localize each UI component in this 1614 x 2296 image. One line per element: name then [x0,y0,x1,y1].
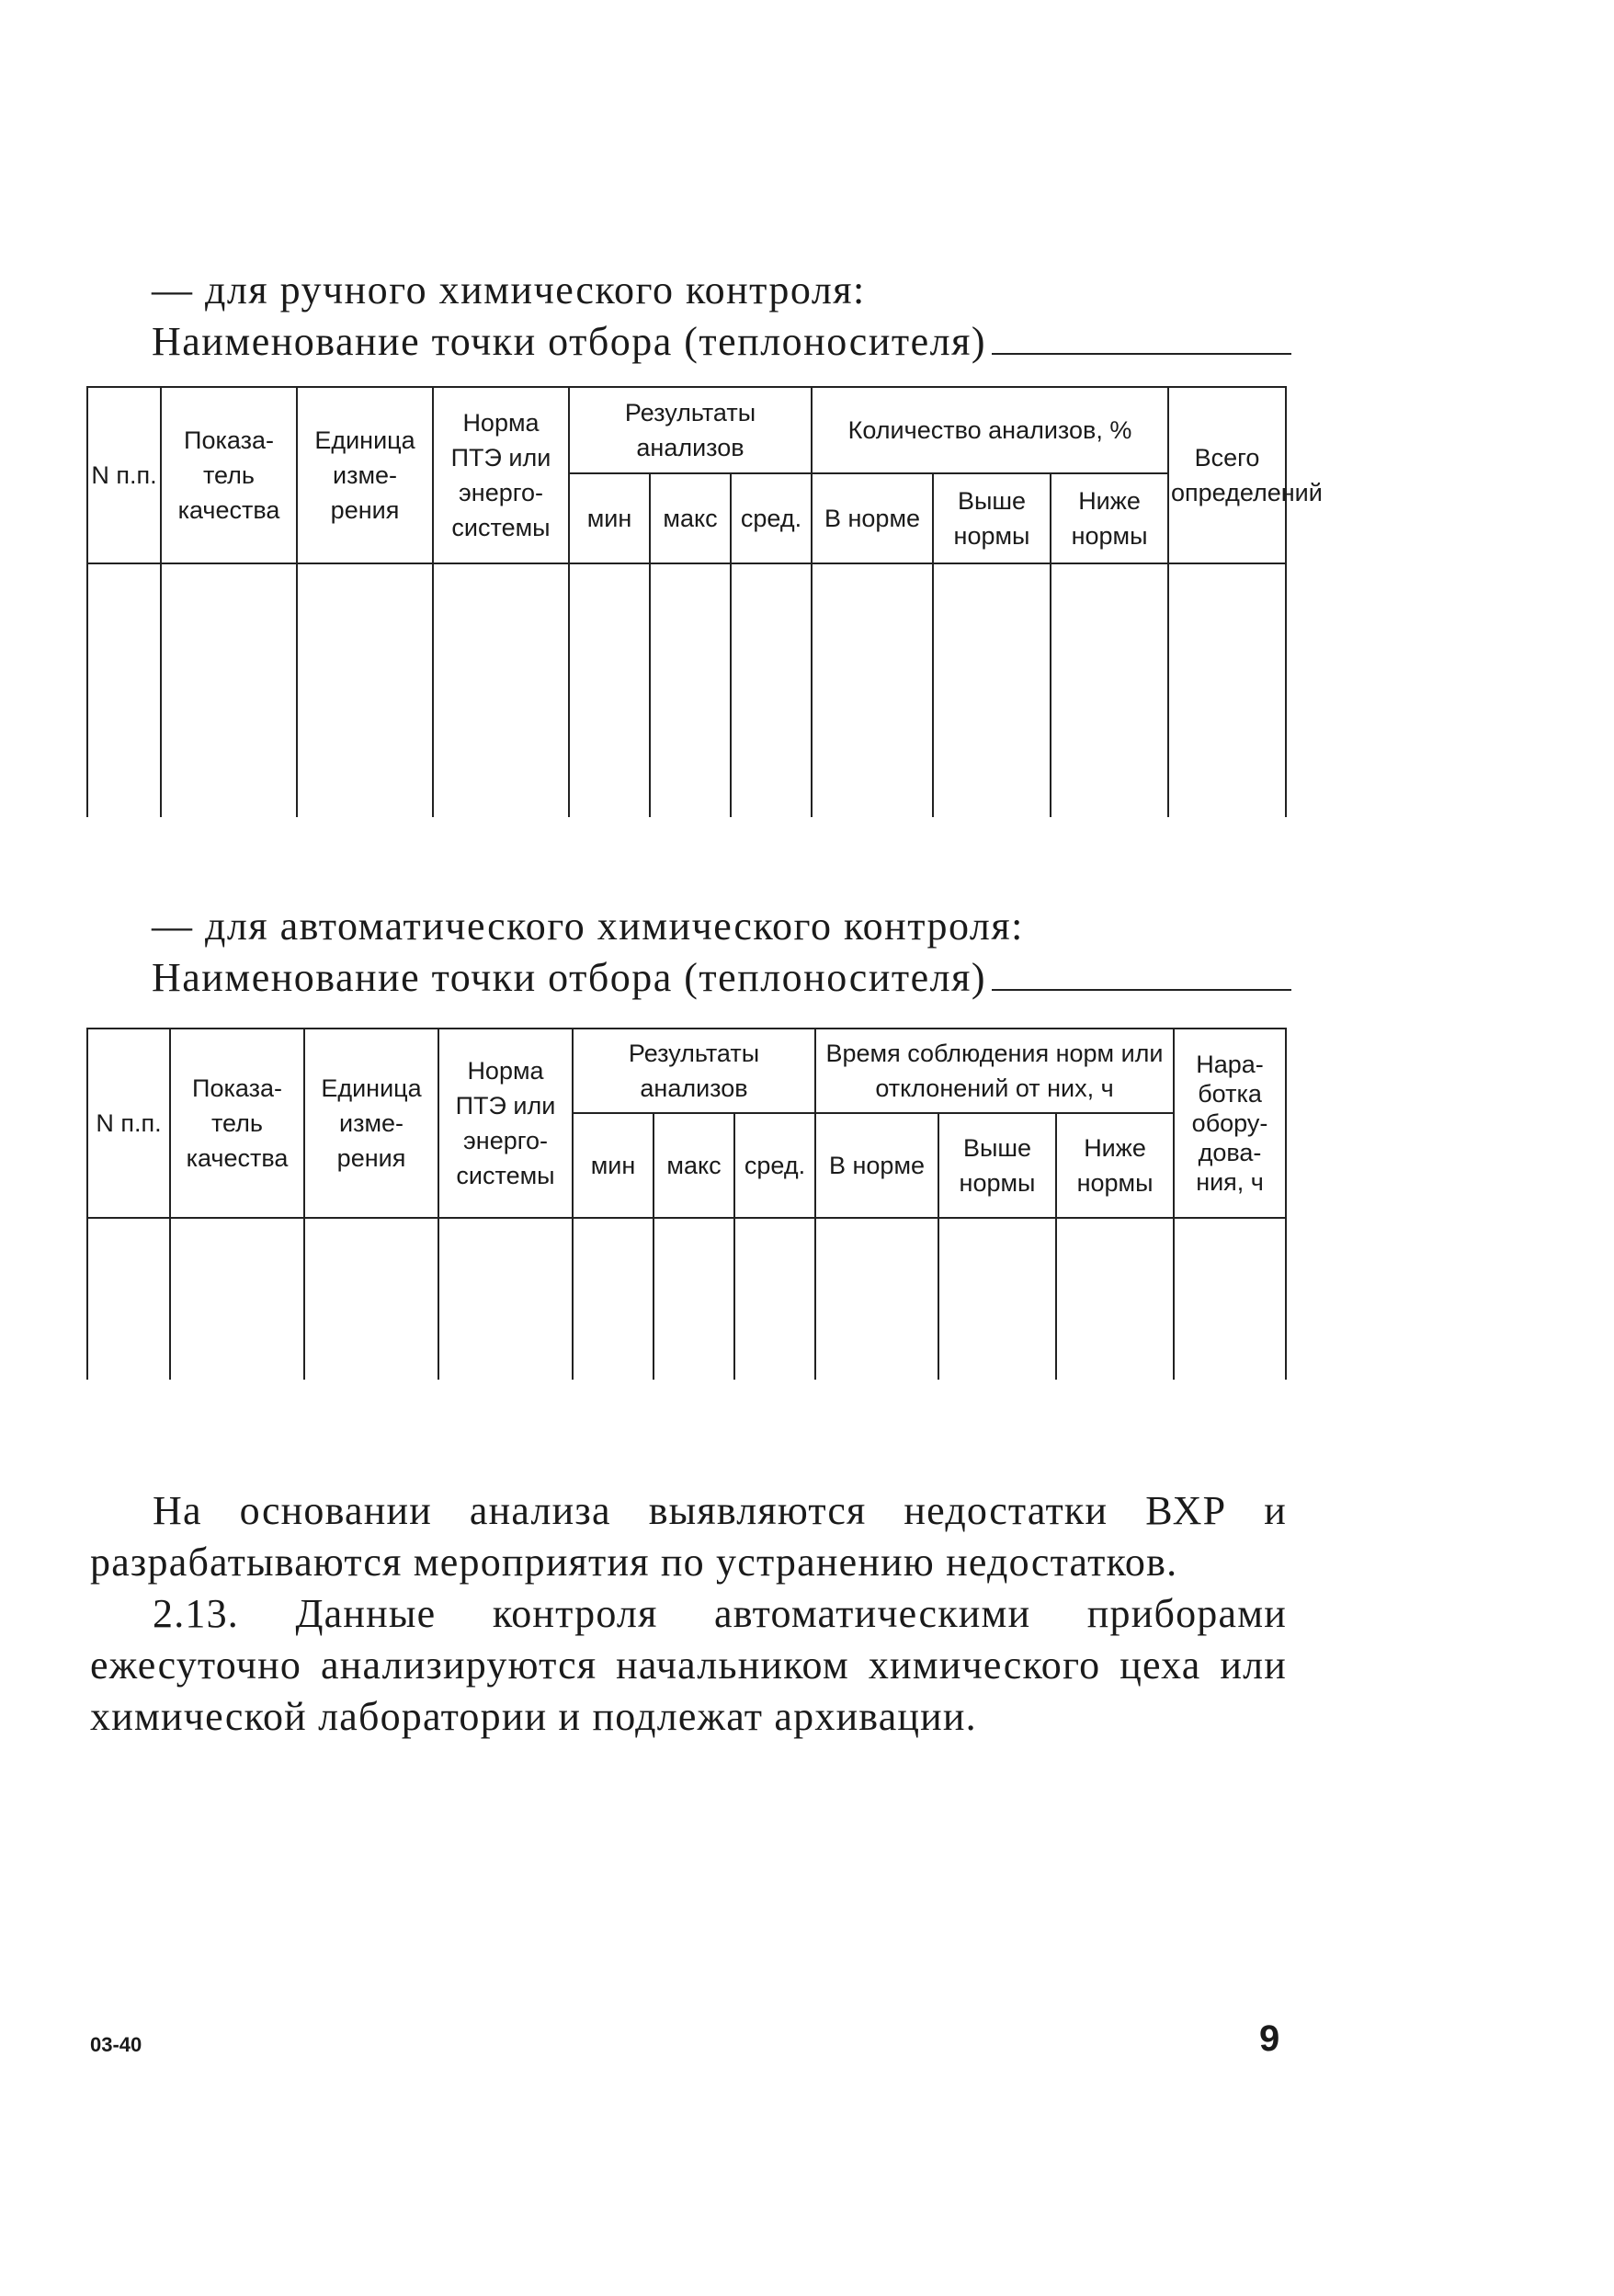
paragraph-2-13: 2.13. Данные контроля автоматическими приборами ежесуточно анализируются начальником химического цеха или химической лаборатории и подлежат архивации. [90,1591,1287,1739]
manual-header-count: Количество анализов, % [812,387,1168,473]
auto-header-above: Выше нормы [938,1113,1056,1218]
manual-header-num: N п.п. [87,387,161,563]
manual-sampling-point-line [152,316,1291,368]
manual-header-avg: сред. [731,473,812,563]
auto-header-in-norm: В норме [815,1113,938,1218]
manual-header-total: Всего определений [1168,387,1286,563]
manual-header-norm: Норма ПТЭ или энерго- системы [433,387,569,563]
auto-control-title: — для автоматического химического контроля: [152,904,1024,949]
auto-cell[interactable] [734,1218,815,1380]
manual-cell[interactable] [87,563,161,817]
manual-sampling-point-label: Наименование точки отбора (теплоносителя) [152,319,986,364]
manual-cell[interactable] [297,563,433,817]
auto-header-indicator: Показа- тель качества [170,1029,304,1218]
manual-header-unit: Единица изме- рения [297,387,433,563]
manual-control-heading [152,265,1291,368]
auto-cell[interactable] [1056,1218,1174,1380]
auto-cell[interactable] [815,1218,938,1380]
auto-header-avg: сред. [734,1113,815,1218]
document-code: 03-40 [90,2033,142,2056]
auto-control-table [86,1028,1287,1380]
auto-data-row [87,1218,1286,1380]
paragraph-deficiencies: На основании анализа выявляются недостатки ВХР и разрабатываются мероприятия по устранению недостатков. [90,1488,1287,1585]
auto-cell[interactable] [304,1218,438,1380]
manual-cell[interactable] [650,563,731,817]
manual-cell[interactable] [1168,563,1286,817]
auto-header-results: Результаты анализов [573,1029,815,1113]
manual-header-results: Результаты анализов [569,387,812,473]
auto-cell[interactable] [654,1218,734,1380]
auto-sampling-point-label: Наименование точки отбора (теплоносителя) [152,955,986,1000]
manual-cell[interactable] [933,563,1051,817]
auto-header-time: Время соблюдения норм или отклонений от них, ч [815,1029,1174,1113]
auto-header-below: Ниже нормы [1056,1113,1174,1218]
body-text [90,1485,1287,1743]
manual-header-max: макс [650,473,731,563]
manual-control-title: — для ручного химического контроля: [152,267,866,313]
manual-cell[interactable] [433,563,569,817]
page-number: 9 [1259,2018,1280,2059]
manual-header-min: мин [569,473,650,563]
manual-header-indicator: Показа- тель качества [161,387,297,563]
auto-header-norm: Норма ПТЭ или энерго- системы [438,1029,573,1218]
auto-cell[interactable] [1174,1218,1286,1380]
auto-header-max: макс [654,1113,734,1218]
auto-header-num: N п.п. [87,1029,170,1218]
manual-cell[interactable] [569,563,650,817]
auto-header-unit: Единица изме- рения [304,1029,438,1218]
manual-header-above: Выше нормы [933,473,1051,563]
auto-cell[interactable] [170,1218,304,1380]
auto-header-min: мин [573,1113,654,1218]
auto-sampling-point-line [152,952,1291,1004]
manual-cell[interactable] [812,563,933,817]
auto-sampling-point-blank[interactable] [992,958,1291,991]
manual-data-row [87,563,1286,817]
manual-sampling-point-blank[interactable] [992,322,1291,355]
auto-cell[interactable] [938,1218,1056,1380]
auto-header-runtime: Нара- ботка обору- дова- ния, ч [1174,1029,1286,1218]
auto-control-heading [152,901,1291,1004]
manual-cell[interactable] [161,563,297,817]
manual-cell[interactable] [731,563,812,817]
manual-header-below: Ниже нормы [1051,473,1168,563]
auto-cell[interactable] [573,1218,654,1380]
auto-cell[interactable] [87,1218,170,1380]
auto-cell[interactable] [438,1218,573,1380]
manual-cell[interactable] [1051,563,1168,817]
manual-control-table [86,386,1323,817]
manual-header-in-norm: В норме [812,473,933,563]
